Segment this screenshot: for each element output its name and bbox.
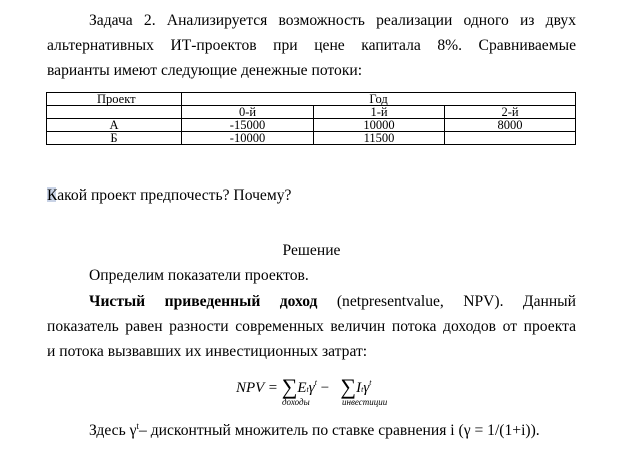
formula-i-sub: t [361,385,364,394]
cell-value: 10000 [314,119,445,132]
formula-i: I [356,380,362,396]
cell-value: -15000 [182,119,314,132]
sum-symbol-invest: ∑ [340,374,357,399]
solution-heading: Решение [282,242,341,259]
npv-line-2: показатель равен разности современных величин потока доходов от проекта [47,318,576,335]
header-year: Год [182,93,576,106]
formula-e: E [297,380,307,396]
project-name: Б [47,132,182,145]
footer-text: – дисконтный множитель по ставке сравнения i (γ = 1/(1+i)). [139,422,540,440]
formula-sup-1: t [314,378,317,387]
formula-minus: − [320,380,330,396]
task-line-3: варианты имеют следующие денежные потоки: [47,62,363,79]
table-row [47,119,576,132]
formula-gamma-2: γ [363,380,370,396]
header-project: Проект [47,93,182,106]
npv-paren: (netpresentvalue, NPV). [317,293,504,310]
formula-sup-2: t [369,378,372,387]
cell-value: -10000 [182,132,314,145]
year-1: 1-й [314,106,445,119]
sum-symbol-income: ∑ [281,374,298,399]
label-invest: инвестиции [342,397,388,407]
footer-prefix: Здесь γ [89,422,137,440]
solution-intro: Определим показатели проектов. [89,267,309,284]
cell-value: 8000 [445,119,576,132]
question-rest: акой проект предпочесть? Почему? [57,187,292,204]
task-line-2: альтернативных ИТ-проектов при цене капитала 8%. Сравниваемые [47,37,576,54]
footer-note [47,414,576,443]
cell-value: 11500 [314,132,445,145]
formula-lhs: NPV = [236,380,278,396]
cashflow-table [46,92,576,145]
table-header-row [47,93,576,106]
table-years-row [47,106,576,119]
question-text[interactable] [47,183,576,208]
task-line-1: Задача 2. Анализируется возможность реализации одного из двух [89,12,576,29]
npv-definition-line [47,289,576,314]
project-name: А [47,119,182,132]
label-income: доходы [282,397,310,407]
formula-e-sub: t [306,385,309,394]
question-first-letter: К [47,187,58,204]
year-0: 0-й [182,106,314,119]
table-row [47,132,576,145]
footer-sup: t [136,421,140,431]
formula-gamma-1: γ [308,380,315,396]
empty-cell [47,106,182,119]
year-2: 2-й [445,106,576,119]
npv-term: Чистый приведенный доход [89,293,318,310]
npv-tail: Данный [503,293,576,310]
npv-formula [236,372,496,416]
npv-line-3: и потока вызвавших их инвестиционных затрат: [47,343,368,360]
cell-value [445,132,576,145]
